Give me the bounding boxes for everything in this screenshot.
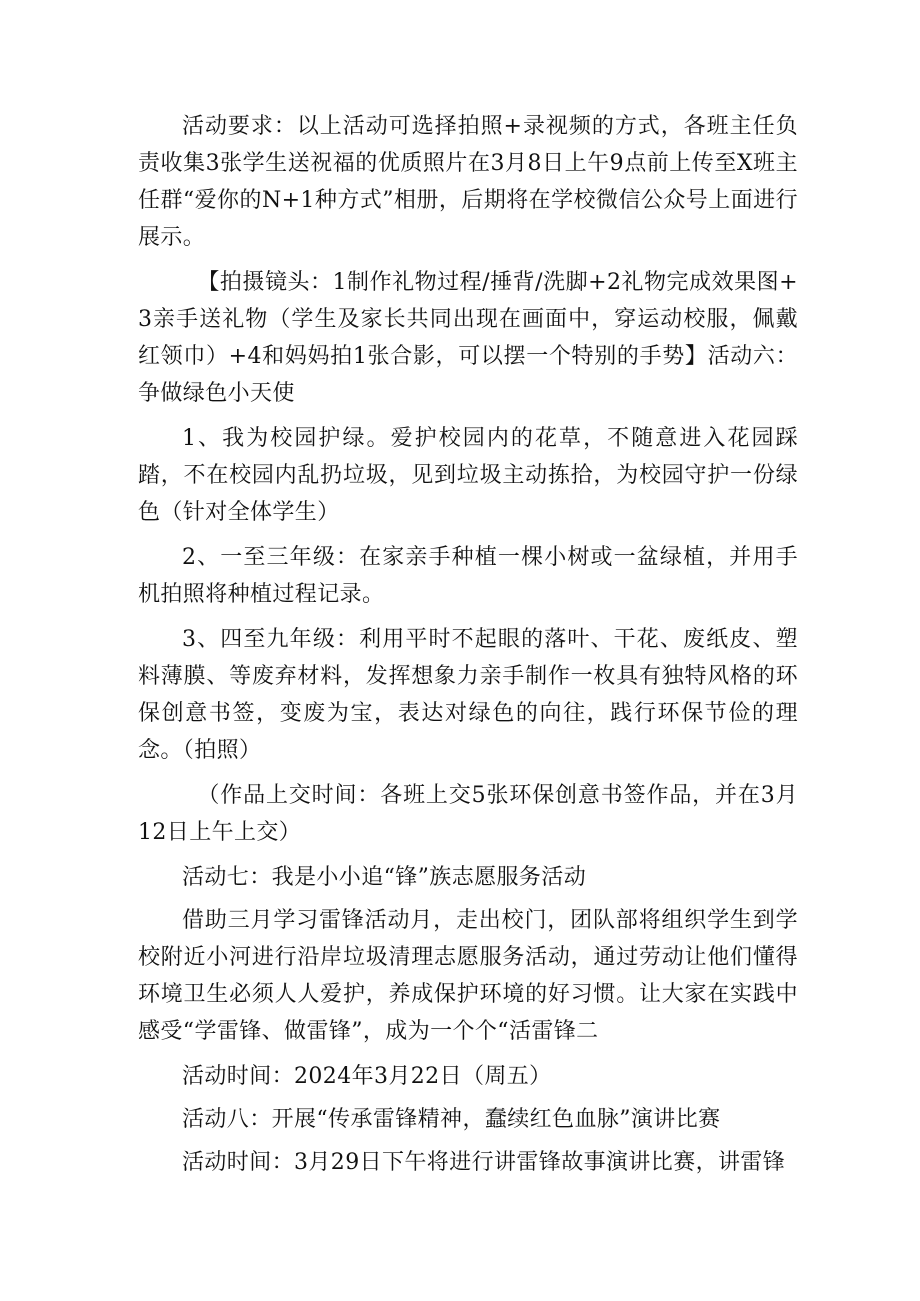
- paragraph-activity-requirements: 活动要求：以上活动可选择拍照+录视频的方式，各班主任负责收集3张学生送祝福的优质照片在3月8日上午9点前上传至X班主任群“爱你的N+1种方式”相册，后期将在学校微信公众号上面进行展示。: [138, 114, 798, 250]
- paragraph-activity-eight-title: 活动八：开展“传承雷锋精神，蠢续红色血脉”演讲比赛: [182, 1107, 721, 1132]
- paragraph-activity-eight-time: 活动时间：3月29日下午将进行讲雷锋故事演讲比赛，讲雷锋: [182, 1150, 786, 1175]
- paragraph-shooting-shots: 【拍摄镜头：1制作礼物过程/捶背/洗脚+2礼物完成效果图+3亲手送礼物（学生及家长共同出现在画面中，穿运动校服，佩戴红领巾）+4和妈妈拍1张合影，可以摆一个特别的手势】活动六：争做绿色小天使: [138, 270, 798, 406]
- document-body: [138, 108, 798, 1189]
- paragraph-activity-seven-body: 借助三月学习雷锋活动月，走出校门，团队部将组织学生到学校附近小河进行沿岸垃圾清理志愿服务活动，通过劳动让他们懂得环境卫生必须人人爱护，养成保护环境的好习惯。让大家在实践中感受“学雷锋、做雷锋”，成为一个个“活雷锋二: [138, 908, 798, 1044]
- paragraph-green-item-3: 3、四至九年级：利用平时不起眼的落叶、干花、废纸皮、塑料薄膜、等废弃材料，发挥想象力亲手制作一枚具有独特风格的环保创意书签，变废为宝，表达对绿色的向往，践行环保节俭的理念。（拍照）: [138, 627, 798, 763]
- paragraph-submission-time: （作品上交时间：各班上交5张环保创意书签作品，并在3月12日上午上交）: [138, 783, 798, 845]
- paragraph-green-item-2: 2、一至三年级：在家亲手种植一棵小树或一盆绿植，并用手机拍照将种植过程记录。: [138, 545, 798, 607]
- paragraph-green-item-1: 1、我为校园护绿。爱护校园内的花草，不随意进入花园踩踏，不在校园内乱扔垃圾，见到垃圾主动拣拾，为校园守护一份绿色（针对全体学生）: [138, 426, 798, 525]
- paragraph-activity-seven-title: 活动七：我是小小追“锋”族志愿服务活动: [182, 865, 587, 890]
- paragraph-activity-seven-time: 活动时间：2024年3月22日（周五）: [182, 1064, 552, 1089]
